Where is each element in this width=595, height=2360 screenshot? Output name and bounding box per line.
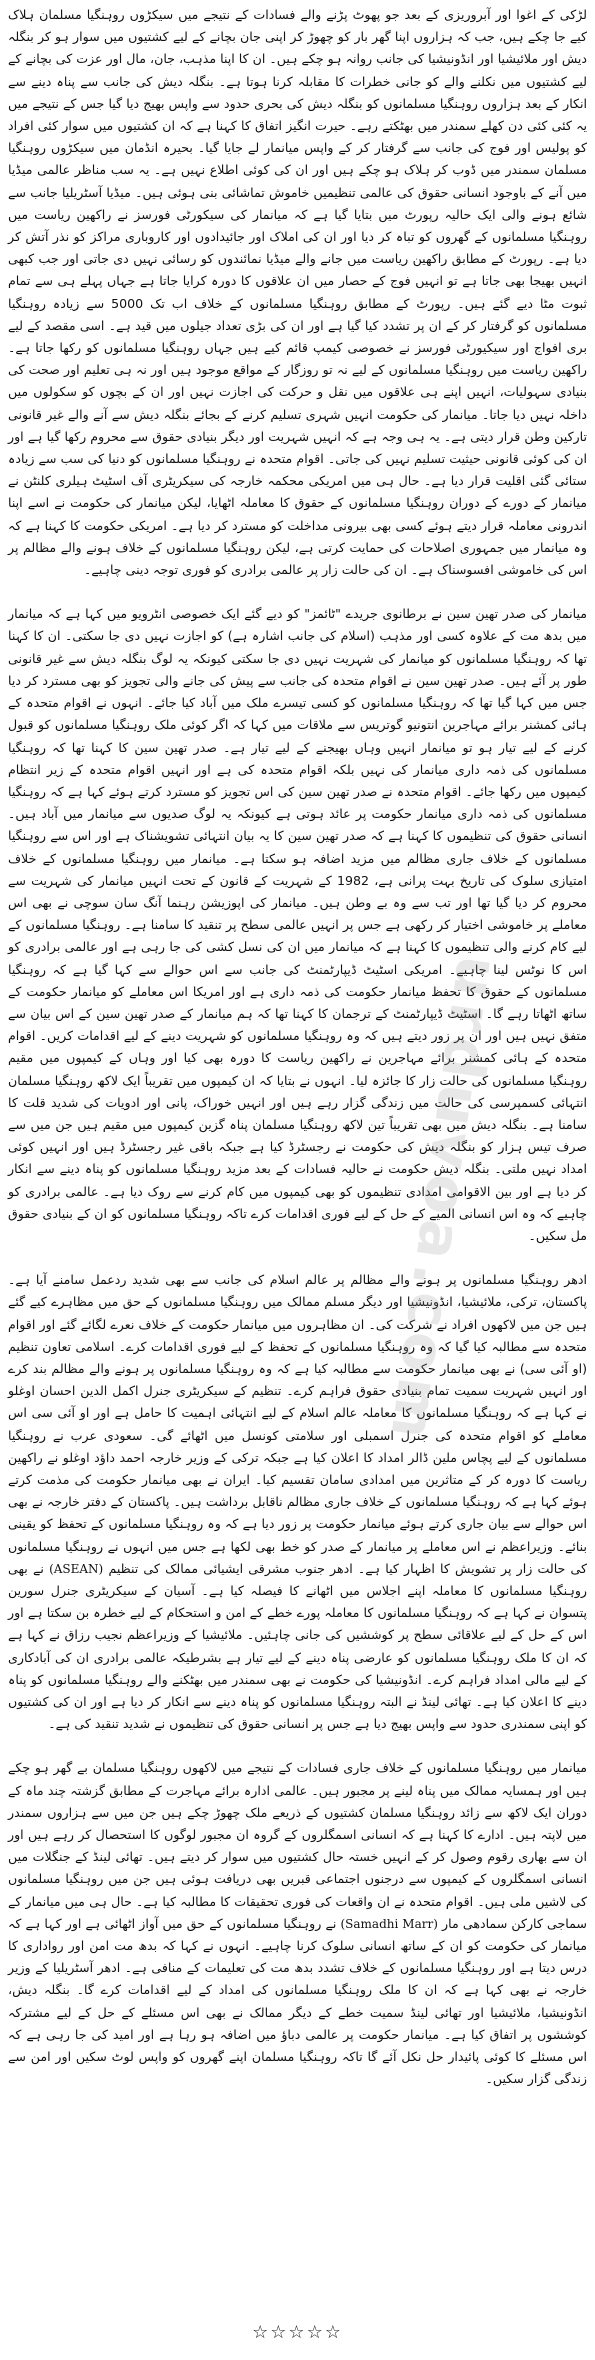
samadhi-marr-name: (Samadhi Marr) <box>340 1916 438 1931</box>
watermark: urduvoa.com <box>376 951 513 1449</box>
paragraph-3-text-start: ادھر روہنگیا مسلمانوں پر ہونے والے مظالم پر عالم اسلام کی جانب سے بھی شدید ردعمل سامنے آیا ہے۔ پاکستان، ترکی، ملائیشیا، انڈونیشیا اور دیگر مسلم ممالک میں روہنگیا مسلمانوں کے حق میں مظاہرے کیے گئے ہیں جن میں لاکھوں افراد نے شرکت کی۔ ان مظاہروں میں میانمار حکومت کے خلاف نعرے لگائے گئے اور اقوام متحدہ سے مطالبہ کیا گیا کہ وہ روہنگیا مسلمانوں کے تحفظ کے لیے فوری اقدامات کرے۔ اسلامی تعاون تنظیم (او آئی سی) نے بھی میانمار حکومت سے مطالبہ کیا ہے کہ وہ روہنگیا مسلمانوں پر ہونے والے مظالم بند کرے اور انہیں شہریت سمیت تمام بنیادی حقوق فراہم کرے۔ تنظیم کے سیکریٹری جنرل اکمل الدین احسان اوغلو نے کہا ہے کہ روہنگیا مسلمانوں کا معاملہ عالم اسلام کے لیے انتہائی اہمیت کا حامل ہے اور او آئی سی اس معاملے کو اقوام متحدہ کی جنرل اسمبلی اور سلامتی کونسل میں اٹھائے گی۔ سعودی عرب نے روہنگیا مسلمانوں کے لیے پچاس ملین ڈالر امداد کا اعلان کیا ہے جبکہ ترکی کے وزیر خارجہ احمد داؤد اوغلو نے راکھین ریاست کا دورہ کر کے متاثرین میں امدادی سامان تقسیم کیا۔ ایران نے بھی میانمار حکومت کی مذمت کرتے ہوئے کہا ہے کہ روہنگیا مسلمانوں کے خلاف جاری مظالم ناقابل برداشت ہیں۔ پاکستان کے دفتر خارجہ نے بھی اس حوالے سے بیان جاری کرتے ہوئے میانمار حکومت پر زور دیا ہے کہ وہ روہنگیا مسلمانوں کے تحفظ کو یقینی بنائے۔ وزیراعظم نے اس معاملے پر میانمار کے صدر کو خط بھی لکھا ہے جس میں انہوں نے روہنگیا مسلمانوں کی حالت زار پر تشویش کا اظہار کیا ہے۔ ادھر جنوب مشرقی ایشیائی ممالک کی تنظیم <box>8 1272 587 1576</box>
paragraph-4 <box>8 1757 587 2090</box>
paragraph-3 <box>8 1269 587 1735</box>
paragraph-4-text-end: نے روہنگیا مسلمانوں کے حق میں آواز اٹھائی ہے اور کہا ہے کہ میانمار کی حکومت کو ان کے ساتھ انسانی سلوک کرنا چاہیے۔ انہوں نے کہا کہ بدھ مت امن اور رواداری کا درس دیتا ہے اور روہنگیا مسلمانوں کے خلاف تشدد بدھ مت کی تعلیمات کے منافی ہے۔ ادھر آسٹریلیا کے وزیر خارجہ نے بھی کہا ہے کہ ان کا ملک روہنگیا مسلمانوں کی امداد کے لیے اقدامات کرے گا۔ بنگلہ دیش، انڈونیشیا، ملائیشیا اور تھائی لینڈ سمیت خطے کے دیگر ممالک نے بھی اس مسئلے کے حل کے لیے مشترکہ کوششوں پر اتفاق کیا ہے۔ میانمار حکومت پر عالمی دباؤ میں اضافہ ہو رہا ہے اور امید کی جا رہی ہے کہ اس مسئلے کا کوئی پائیدار حل نکل آئے گا تاکہ روہنگیا مسلمان اپنے گھروں کو واپس لوٹ سکیں اور امن سے زندگی گزار سکیں۔ <box>8 1915 587 2087</box>
paragraph-4-text-start: میانمار میں روہنگیا مسلمانوں کے خلاف جاری فسادات کے نتیجے میں لاکھوں روہنگیا مسلمان بے گھر ہو چکے ہیں اور ہمسایہ ممالک میں پناہ لینے پر مجبور ہیں۔ عالمی ادارہ برائے مہاجرت کے مطابق گزشتہ چند ماہ کے دوران ایک لاکھ سے زائد روہنگیا مسلمان کشتیوں کے ذریعے ملک چھوڑ چکے ہیں جن میں سے ہزاروں سمندر میں لاپتہ ہیں۔ ادارے کا کہنا ہے کہ انسانی اسمگلروں کے گروہ ان مجبور لوگوں کا استحصال کر رہے ہیں اور ان سے بھاری رقوم وصول کر کے انہیں خستہ حال کشتیوں میں سوار کر دیتے ہیں۔ تھائی لینڈ کے جنگلات میں انسانی اسمگلروں کے کیمپوں سے درجنوں اجتماعی قبریں بھی دریافت ہوئی ہیں جن میں روہنگیا مسلمانوں کی لاشیں ملی ہیں۔ اقوام متحدہ نے ان واقعات کی فوری تحقیقات کا مطالبہ کیا ہے۔ حال ہی میں میانمار کے سماجی کارکن سمادھی مار <box>8 1760 587 1931</box>
article-end-stars: ☆☆☆☆☆ <box>252 2322 343 2343</box>
paragraph-1-text: لڑکی کے اغوا اور آبروریزی کے بعد جو پھوٹ پڑنے والے فسادات کے نتیجے میں سیکڑوں روہنگیا مسلمان ہلاک کیے جا چکے ہیں، جب کہ ہزاروں اپنا گھر بار کو چھوڑ کر اپنی جان بچانے کے لیے کشتیوں میں سوار ہو کر بنگلہ دیش اور ملائیشیا اور انڈونیشیا کی جانب روانہ ہو چکے ہیں۔ ان کا اپنا مذہب، جان، مال اور عزت کی بچانے کے لیے کشتیوں میں نکلنے والے کو جانی خطرات کا مقابلہ کرنا ہوتا ہے۔ بنگلہ دیش کی جانب سے پناہ دینے سے انکار کے بعد ہزاروں روہنگیا مسلمانوں کو بنگلہ دیش کی بحری حدود سے واپس بھیج دیا گیا جس کے نتیجے میں یہ کئی کئی دن کھلے سمندر میں بھٹکتے رہے۔ حیرت انگیز اتفاق کا کہنا ہے کہ ان کشتیوں میں سوار کئی افراد کو پولیس اور فوج کی جانب سے گرفتار کر کے واپس میانمار لے جایا گیا۔ بحیرہ انڈمان میں سیکڑوں روہنگیا مسلمان سمندر میں ڈوب کر ہلاک ہو چکے ہیں اور ان کی کوئی اطلاع نہیں ہے۔ یہ سب مناظر عالمی میڈیا میں آنے کے باوجود انسانی حقوق کی عالمی تنظیمیں خاموش تماشائی بنی ہوئی ہیں۔ میڈیا آسٹریلیا جانب سے شائع ہونے والی ایک حالیہ رپورٹ میں بتایا گیا ہے کہ میانمار کی سیکورٹی فورسز نے راکھین ریاست میں روہنگیا مسلمانوں کے گھروں کو تباہ کر دیا اور ان کی املاک اور جائیدادوں اور کاروباری مراکز کو نذر آتش کر دیا ہے۔ رپورٹ کے مطابق راکھین ریاست میں جانے والے میڈیا نمائندوں کو رسائی نہیں دی جاتی اور جب کبھی انہیں بھیجا بھی جاتا ہے تو انہیں فوج کے حصار میں ان علاقوں کا دورہ کرایا جاتا ہے جہاں پہلے ہی سے تمام ثبوت مٹا دیے گئے ہیں۔ رپورٹ کے مطابق روہنگیا مسلمانوں کے خلاف اب تک 5000 سے زیادہ روہنگیا مسلمانوں کو گرفتار کر کے ان پر تشدد کیا گیا ہے اور ان کی بڑی تعداد جیلوں میں قید ہے۔ اسی مقصد کے لیے بری افواج اور سیکیورٹی فورسز نے خصوصی کیمپ قائم کیے ہیں جہاں روہنگیا مسلمانوں کو رکھا جاتا ہے۔ راکھین ریاست میں روہنگیا مسلمانوں کے لیے نہ تو روزگار کے مواقع موجود ہیں اور نہ ہی تعلیم اور صحت کی بنیادی سہولیات، انہیں اپنے ہی علاقوں میں نقل و حرکت کی اجازت نہیں اور ان کے بچوں کو سکولوں میں داخلہ نہیں دیا جاتا۔ میانمار کی حکومت انہیں شہری تسلیم کرنے کے بجائے بنگلہ دیش سے آنے والے غیر قانونی تارکین وطن قرار دیتی ہے۔ یہ ہی وجہ ہے کہ انہیں شہریت اور دیگر بنیادی حقوق سے محروم رکھا گیا ہے اور ان کی کوئی قانونی حیثیت تسلیم نہیں کی جاتی۔ اقوام متحدہ نے روہنگیا مسلمانوں کو دنیا کی سب سے زیادہ ستائی گئی اقلیت قرار دیا ہے۔ حال ہی میں امریکی محکمہ خارجہ کی سیکریٹری آف اسٹیٹ ہیلری کلنٹن نے میانمار کے دورے کے دوران روہنگیا مسلمانوں کے حقوق کا معاملہ اٹھایا، لیکن میانمار کی حکومت نے اسے اپنا اندرونی معاملہ قرار دیتے ہوئے کسی بھی بیرونی مداخلت کو مسترد کر دیا ہے۔ امریکی حکومت کا کہنا ہے کہ وہ میانمار میں جمہوری اصلاحات کی حمایت کرتی ہے، لیکن روہنگیا مسلمانوں کے خلاف ہونے والے مظالم پر اس کی خاموشی افسوسناک ہے۔ ان کی حالت زار پر عالمی برادری کو فوری توجہ دینی چاہیے۔ <box>8 7 587 578</box>
paragraph-1 <box>8 4 587 581</box>
asean-abbreviation: (ASEAN) <box>49 1561 104 1576</box>
paragraph-2 <box>8 603 587 1247</box>
paragraph-3-text-end: نے بھی روہنگیا مسلمانوں کا معاملہ اپنے اجلاس میں اٹھانے کا فیصلہ کیا ہے۔ آسیان کے سیکریٹری جنرل سورین پتسوان نے کہا ہے کہ روہنگیا مسلمانوں کا معاملہ پورے خطے کے امن و استحکام کے لیے خطرہ بن سکتا ہے اور اس کے حل کے لیے علاقائی سطح پر کوششیں کی جانی چاہئیں۔ ملائیشیا کے وزیراعظم نجیب رزاق نے کہا ہے کہ ان کا ملک روہنگیا مسلمانوں کو عارضی پناہ دینے کے لیے تیار ہے بشرطیکہ عالمی برادری ان کی آبادکاری کے لیے مالی امداد فراہم کرے۔ انڈونیشیا کی حکومت نے بھی سمندر میں بھٹکنے والے روہنگیا مسلمانوں کو پناہ دینے کا اعلان کیا ہے۔ تھائی لینڈ نے البتہ روہنگیا مسلمانوں کو پناہ دینے سے انکار کر دیا ہے اور ان کی کشتیوں کو اپنی سمندری حدود سے واپس بھیج دیا ہے جس پر انسانی حقوق کی تنظیموں نے شدید تنقید کی ہے۔ <box>8 1560 587 1732</box>
paragraph-2-text: میانمار کی صدر تھین سین نے برطانوی جریدے "ٹائمز" کو دیے گئے ایک خصوصی انٹرویو میں کہا ہے کہ میانمار میں بدھ مت کے علاوہ کسی اور مذہب (اسلام کی جانب اشارہ ہے) کو اجازت نہیں دی جا سکتی۔ ان کا کہنا تھا کہ روہنگیا مسلمانوں کو میانمار کی شہریت نہیں دی جا سکتی کیونکہ یہ لوگ بنگلہ دیش سے غیر قانونی طور پر آئے ہیں۔ صدر تھین سین نے اقوام متحدہ کی جانب سے پیش کی جانے والی تجویز کو بھی مسترد کر دیا جس میں کہا گیا تھا کہ روہنگیا مسلمانوں کو کسی تیسرے ملک میں آباد کیا جائے۔ انہوں نے اقوام متحدہ کے ہائی کمشنر برائے مہاجرین انتونیو گوتریس سے ملاقات میں کہا کہ اگر کوئی ملک روہنگیا مسلمانوں کو قبول کرنے کے لیے تیار ہو تو میانمار انہیں وہاں بھیجنے کے لیے تیار ہے۔ صدر تھین سین کا کہنا تھا کہ روہنگیا مسلمانوں کی ذمہ داری میانمار کی نہیں بلکہ اقوام متحدہ کی ہے اور انہیں اقوام متحدہ کے زیر انتظام کیمپوں میں رکھا جائے۔ اقوام متحدہ نے صدر تھین سین کی اس تجویز کو مسترد کرتے ہوئے کہا ہے کہ روہنگیا مسلمانوں کی ذمہ داری میانمار حکومت پر عائد ہوتی ہے کیونکہ یہ لوگ صدیوں سے میانمار میں آباد ہیں۔ انسانی حقوق کی تنظیموں کا کہنا ہے کہ صدر تھین سین کا یہ بیان انتہائی تشویشناک ہے اور اس سے روہنگیا مسلمانوں کے خلاف جاری مظالم میں مزید اضافہ ہو سکتا ہے۔ میانمار میں روہنگیا مسلمانوں کے خلاف امتیازی سلوک کی تاریخ بہت پرانی ہے، 1982 کے شہریت کے قانون کے تحت انہیں میانمار کی شہریت سے محروم کر دیا گیا تھا اور تب سے وہ بے وطن ہیں۔ میانمار کی اپوزیشن رہنما آنگ سان سوچی نے بھی اس معاملے پر خاموشی اختیار کر رکھی ہے جس پر انہیں عالمی سطح پر تنقید کا سامنا ہے۔ روہنگیا مسلمانوں کے لیے کام کرنے والی تنظیموں کا کہنا ہے کہ میانمار میں ان کی نسل کشی کی جا رہی ہے اور عالمی برادری کو اس کا نوٹس لینا چاہیے۔ امریکی اسٹیٹ ڈیپارٹمنٹ کی جانب سے اس حوالے سے کہا گیا ہے کہ روہنگیا مسلمانوں کے حقوق کا تحفظ میانمار حکومت کی ذمہ داری ہے اور امریکا اس معاملے کو میانمار حکومت کے ساتھ اٹھاتا رہے گا۔ اسٹیٹ ڈیپارٹمنٹ کے ترجمان کا کہنا تھا کہ ہم میانمار کے صدر تھین سین کے اس بیان سے متفق نہیں ہیں اور ان پر زور دیتے ہیں کہ وہ روہنگیا مسلمانوں کو شہریت دینے کے لیے اقدامات کریں۔ اقوام متحدہ کے ہائی کمشنر برائے مہاجرین نے راکھین ریاست کا دورہ بھی کیا اور وہاں کے کیمپوں میں مقیم روہنگیا مسلمانوں کی حالت زار کا جائزہ لیا۔ انہوں نے بتایا کہ ان کیمپوں میں تقریباً ایک لاکھ روہنگیا مسلمان انتہائی کسمپرسی کی حالت میں زندگی گزار رہے ہیں اور انہیں خوراک، پانی اور ادویات کی شدید قلت کا سامنا ہے۔ بنگلہ دیش میں بھی تقریباً تین لاکھ روہنگیا مسلمان پناہ گزین کیمپوں میں مقیم ہیں جن میں سے صرف تیس ہزار کو بنگلہ دیش کی حکومت نے رجسٹرڈ کیا ہے جبکہ باقی غیر رجسٹرڈ ہیں اور انہیں کوئی امداد نہیں ملتی۔ بنگلہ دیش حکومت نے حالیہ فسادات کے بعد مزید روہنگیا مسلمانوں کو پناہ دینے سے انکار کر دیا ہے اور بین الاقوامی امدادی تنظیموں کو بھی کیمپوں میں کام کرنے سے روک دیا ہے۔ عالمی برادری کو چاہیے کہ وہ اس انسانی المیے کے حل کے لیے فوری اقدامات کرے تاکہ روہنگیا مسلمانوں کو ان کے بنیادی حقوق مل سکیں۔ <box>8 606 587 1243</box>
